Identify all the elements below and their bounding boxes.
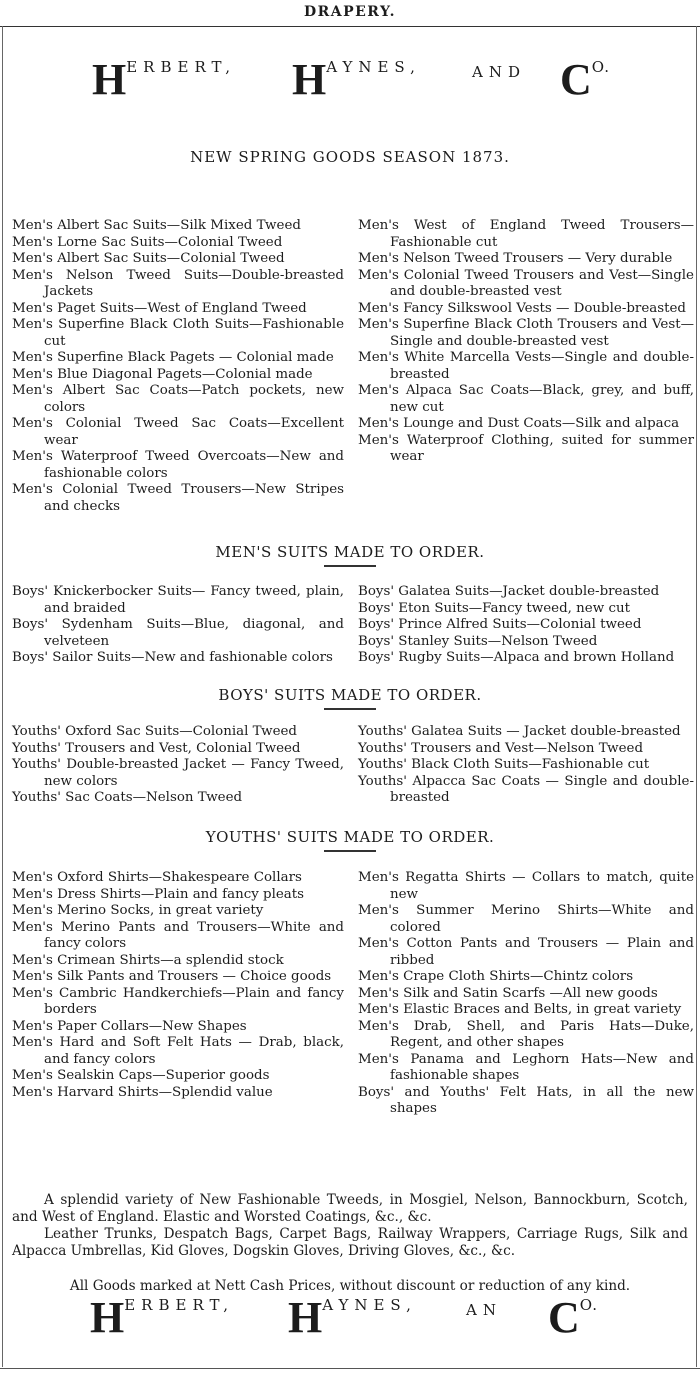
list-item: Men's Crimean Shirts—a splendid stock	[12, 952, 284, 968]
list-item: Youths' Alpacca Sac Coats — Single and double-breasted	[358, 773, 694, 805]
list-item: Boys' Prince Alfred Suits—Colonial tweed	[358, 617, 642, 632]
list-item: Men's Alpaca Sac Coats—Black, grey, and buff, new cut	[358, 383, 694, 415]
list-item: Men's Albert Sac Coats—Patch pockets, new colors	[12, 383, 344, 415]
list-item: Youths' Trousers and Vest, Colonial Tweed	[12, 740, 301, 756]
list-item: Men's Paget Suits—West of England Tweed	[12, 300, 307, 316]
list-item: Men's Waterproof Clothing, suited for summer wear	[358, 432, 694, 464]
firm-word-haynes: HAYNES,	[288, 1293, 417, 1342]
firm-word-co: CO.	[548, 1293, 598, 1342]
prices-notice: All Goods marked at Nett Cash Prices, without discount or reduction of any kind.	[69, 1278, 631, 1294]
list-item: Men's White Marcella Vests—Single and double-breasted	[358, 350, 694, 382]
mens-right-column	[358, 218, 694, 466]
list-item: Boys' Galatea Suits—Jacket double-breasted	[358, 584, 660, 599]
list-item: Men's Regatta Shirts — Collars to match, quite new	[358, 870, 694, 902]
list-item: Men's Colonial Tweed Sac Coats—Excellent wear	[12, 416, 344, 448]
list-item: Men's Paper Collars—New Shapes	[12, 1018, 247, 1034]
mens-left-column	[12, 218, 344, 515]
list-item: Youths' Trousers and Vest—Nelson Tweed	[358, 740, 644, 756]
firm-name-top	[0, 52, 700, 102]
youths-left-column	[12, 724, 344, 807]
list-item: Men's Dress Shirts—Plain and fancy pleats	[12, 886, 305, 902]
firm-name-bottom	[0, 1290, 700, 1340]
closing-notes	[12, 1192, 688, 1295]
accessories-right-column	[358, 870, 694, 1118]
list-item: Men's Superfine Black Cloth Trousers and Vest—Single and double-breasted vest	[358, 317, 694, 349]
list-item: Men's Blue Diagonal Pagets—Colonial made	[12, 366, 313, 382]
list-item: Boys' Sailor Suits—New and fashionable colors	[12, 650, 333, 665]
list-item: Youths' Sac Coats—Nelson Tweed	[12, 790, 243, 805]
bottom-rule	[0, 1368, 700, 1369]
list-item: Men's Superfine Black Pagets — Colonial made	[12, 350, 334, 365]
list-item: Men's Nelson Tweed Suits—Double-breasted Jackets	[12, 267, 344, 299]
list-item: Youths' Oxford Sac Suits—Colonial Tweed	[12, 724, 298, 739]
list-item: Men's Summer Merino Shirts—White and colored	[358, 903, 694, 935]
list-item: Men's Colonial Tweed Trousers—New Stripes and checks	[12, 482, 344, 514]
list-item: Youths' Black Cloth Suits—Fashionable cut	[358, 757, 650, 772]
firm-word-and: AND	[472, 63, 526, 81]
list-item: Men's Fancy Silkswool Vests — Double-breasted	[358, 300, 686, 316]
list-item: Men's Harvard Shirts—Splendid value	[12, 1084, 273, 1100]
list-item: Boys' and Youths' Felt Hats, in all the new shapes	[358, 1084, 694, 1116]
firm-word-herbert: HERBERT,	[92, 55, 237, 104]
list-item: Men's Cotton Pants and Trousers — Plain and ribbed	[358, 936, 694, 968]
list-item: Men's Cambric Handkerchiefs—Plain and fancy borders	[12, 985, 344, 1017]
list-item: Men's Lorne Sac Suits—Colonial Tweed	[12, 234, 283, 250]
list-item: Men's Oxford Shirts—Shakespeare Collars	[12, 870, 302, 885]
firm-word-herbert: HERBERT,	[90, 1293, 235, 1342]
boys-left-column	[12, 584, 344, 667]
accessories-left-column	[12, 870, 344, 1101]
firm-word-haynes: HAYNES,	[292, 55, 421, 104]
accessories-paragraph: Leather Trunks, Despatch Bags, Carpet Bags, Railway Wrappers, Carriage Rugs, Silk and Alpacca Umbrellas, Kid Gloves, Dogskin Gloves, Driving Gloves, &c., &c.	[12, 1226, 688, 1259]
mens-section-heading: MEN'S SUITS MADE TO ORDER.	[0, 543, 700, 567]
list-item: Men's Sealskin Caps—Superior goods	[12, 1068, 270, 1083]
list-item: Youths' Galatea Suits — Jacket double-breasted	[358, 724, 681, 739]
list-item: Boys' Eton Suits—Fancy tweed, new cut	[358, 600, 630, 616]
list-item: Men's Colonial Tweed Trousers and Vest—Single and double-breasted vest	[358, 267, 694, 299]
list-item: Men's Drab, Shell, and Paris Hats—Duke, Regent, and other shapes	[358, 1018, 694, 1050]
list-item: Boys' Rugby Suits—Alpaca and brown Holland	[358, 650, 675, 665]
list-item: Boys' Sydenham Suits—Blue, diagonal, and velveteen	[12, 617, 344, 649]
section-title: DRAPERY.	[303, 4, 397, 20]
list-item: Youths' Double-breasted Jacket — Fancy Tweed, new colors	[12, 757, 344, 789]
top-rule	[0, 26, 700, 27]
list-item: Men's Merino Pants and Trousers—White and fancy colors	[12, 919, 344, 951]
list-item: Men's Lounge and Dust Coats—Silk and alpaca	[358, 416, 680, 431]
list-item: Men's Waterproof Tweed Overcoats—New and fashionable colors	[12, 449, 344, 481]
firm-word-an: AN	[466, 1301, 502, 1319]
list-item: Men's Merino Socks, in great variety	[12, 903, 264, 918]
list-item: Men's Albert Sac Suits—Silk Mixed Tweed	[12, 218, 301, 233]
list-item: Men's Panama and Leghorn Hats—New and fashionable shapes	[358, 1051, 694, 1083]
section-divider	[324, 850, 376, 852]
list-item: Men's Albert Sac Suits—Colonial Tweed	[12, 251, 285, 266]
list-item: Men's Nelson Tweed Trousers — Very durable	[358, 251, 673, 266]
list-item: Boys' Stanley Suits—Nelson Tweed	[358, 633, 598, 649]
list-item: Men's Crape Cloth Shirts—Chintz colors	[358, 969, 634, 984]
list-item: Men's Elastic Braces and Belts, in great variety	[358, 1002, 682, 1017]
firm-word-co: CO.	[560, 55, 610, 104]
section-divider	[324, 708, 376, 710]
boys-right-column	[358, 584, 694, 667]
list-item: Boys' Knickerbocker Suits— Fancy tweed, plain, and braided	[12, 584, 344, 616]
list-item: Men's West of England Tweed Trousers—Fashionable cut	[358, 218, 694, 250]
youths-section-heading: YOUTHS' SUITS MADE TO ORDER.	[0, 828, 700, 852]
section-divider	[324, 565, 376, 567]
list-item: Men's Hard and Soft Felt Hats — Drab, black, and fancy colors	[12, 1035, 344, 1067]
list-item: Men's Silk and Satin Scarfs —All new goods	[358, 985, 658, 1001]
list-item: Men's Superfine Black Cloth Suits—Fashionable cut	[12, 317, 344, 349]
list-item: Men's Silk Pants and Trousers — Choice goods	[12, 969, 332, 984]
tweeds-paragraph: A splendid variety of New Fashionable Tweeds, in Mosgiel, Nelson, Bannockburn, Scotch, and West of England. Elastic and Worsted Coatings, &c., &c.	[12, 1192, 688, 1225]
youths-right-column	[358, 724, 694, 807]
boys-section-heading: BOYS' SUITS MADE TO ORDER.	[0, 686, 700, 710]
season-heading: NEW SPRING GOODS SEASON 1873.	[190, 148, 510, 166]
